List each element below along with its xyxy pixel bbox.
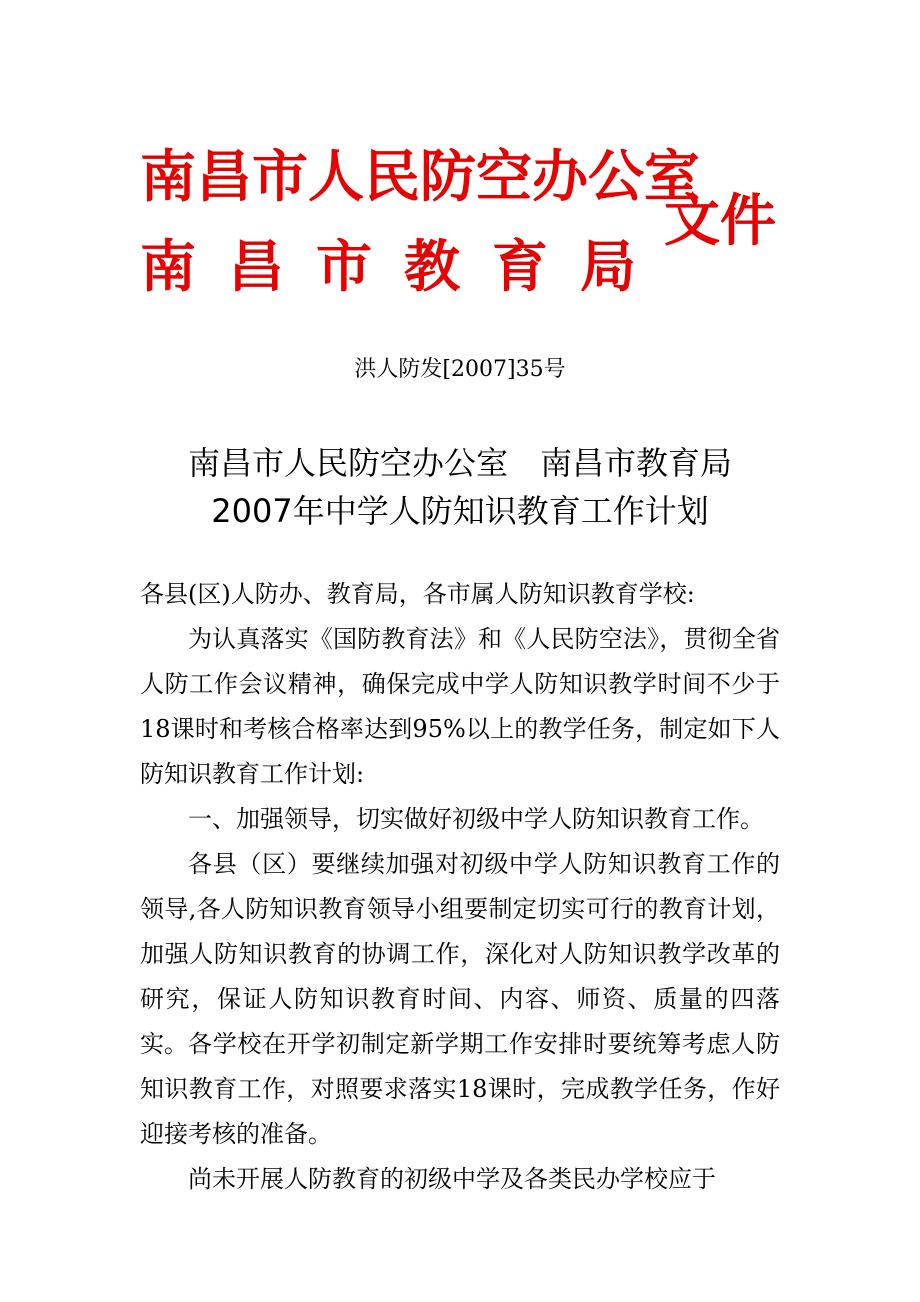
document-title-line-2: 2007年中学人防知识教育工作计划 <box>211 492 709 530</box>
paragraph-leadership: 各县（区）要继续加强对初级中学人防知识教育工作的领导,各人防知识教育领导小组要制定切实可行的教育计划，加强人防知识教育的协调工作，深化对人防知识教学改革的研究，保证人防知识教育时间、内容、师资、质量的四落实。 <box>140 850 780 1058</box>
section-heading-1: 一、加强领导，切实做好初级中学人防知识教育工作。 <box>188 805 764 833</box>
document-number: 洪人防发[2007]35号 <box>354 357 566 382</box>
issuer-line-2: 南昌市教育局 <box>140 235 668 300</box>
paragraph-unstarted-schools: 尚未开展人防教育的初级中学及各类民办学校应于 <box>188 1165 716 1193</box>
document-title-line-1: 南昌市人民防空办公室 南昌市教育局 <box>187 444 732 482</box>
paragraph-schools: 各学校在开学初制定新学期工作安排时要统筹考虑人防知识教育工作，对照要求落实18课时，完成教学任务，作好迎接考核的准备。 <box>140 1030 780 1148</box>
salutation: 各县(区)人防办、教育局，各市属人防知识教育学校: <box>140 580 695 608</box>
issuer-line-1: 南昌市人民防空办公室 <box>140 145 700 210</box>
document-word: 文件 <box>664 189 776 254</box>
paragraph-intro: 为认真落实《国防教育法》和《人民防空法》，贯彻全省人防工作会议精神，确保完成中学人防知识教学时间不少于18课时和考核合格率达到95%以上的教学任务，制定如下人防知识教育工作计划: <box>140 625 780 788</box>
